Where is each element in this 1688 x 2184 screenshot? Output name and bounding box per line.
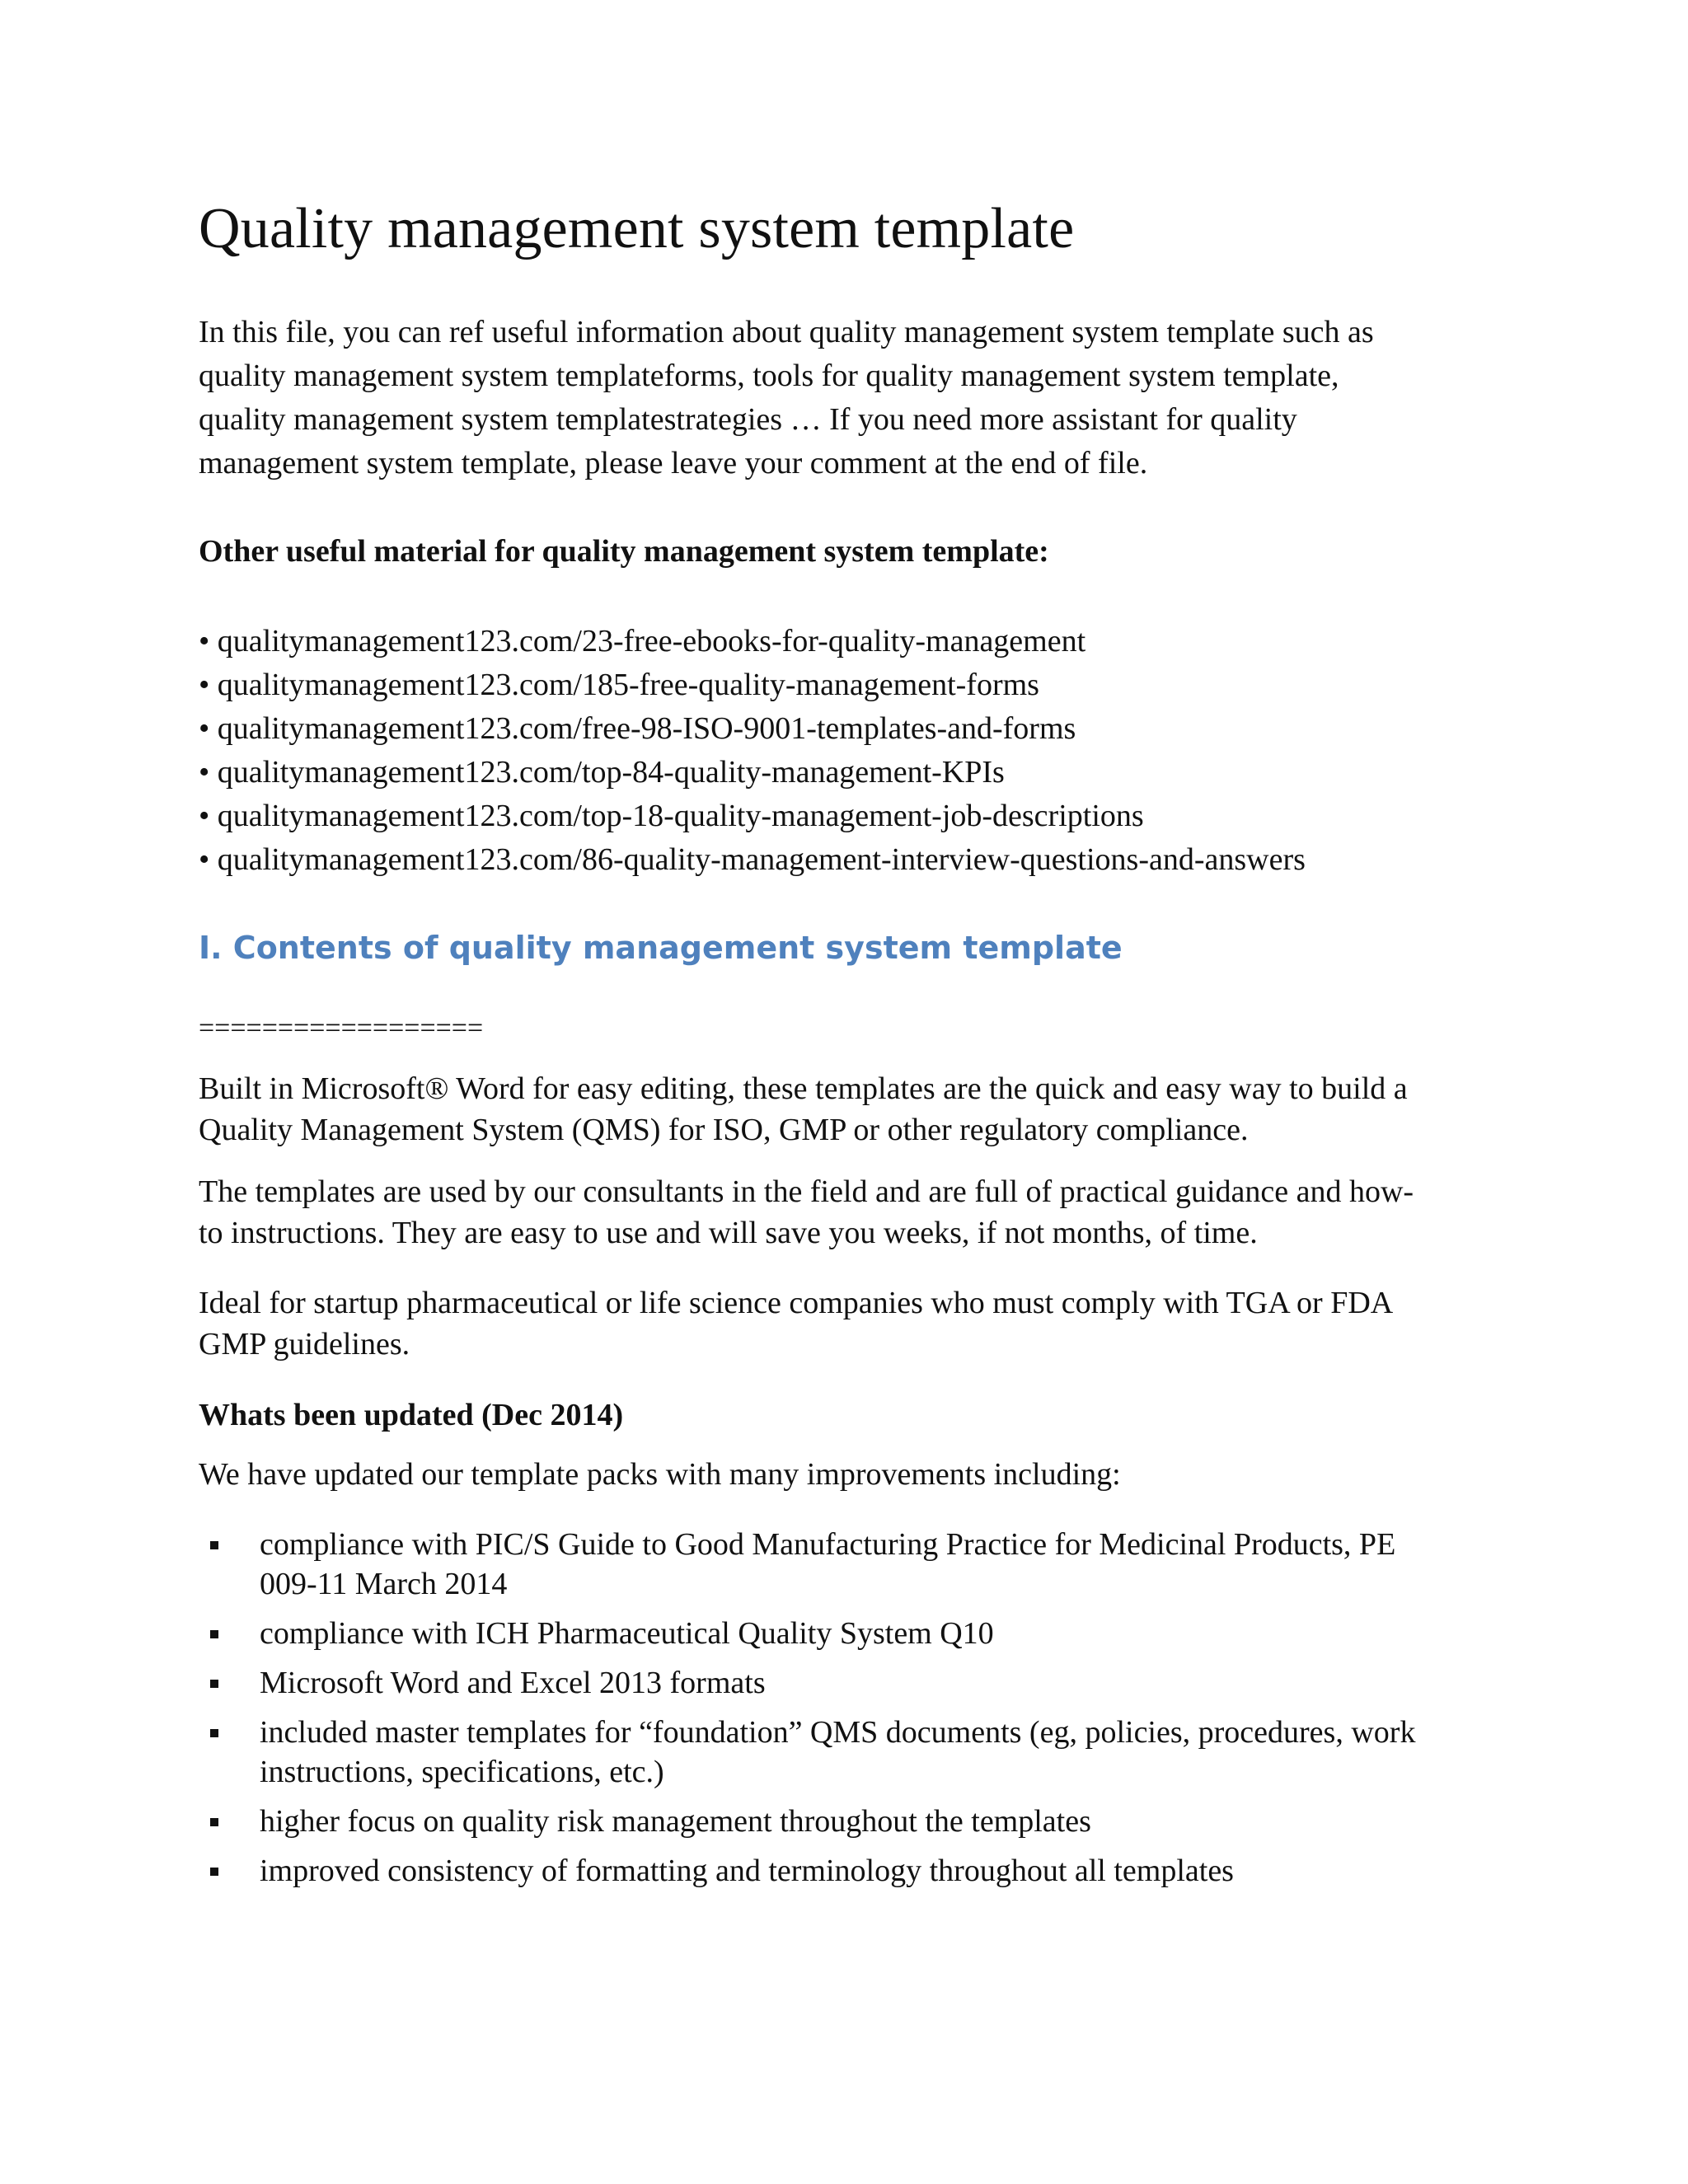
list-item	[199, 1713, 1415, 1792]
resource-link[interactable]: • qualitymanagement123.com/23-free-ebooks-for-quality-management	[199, 624, 1086, 658]
intro-line: quality management system templatestrategies … If you need more assistant for quality	[199, 402, 1297, 437]
square-bullet-icon	[210, 1630, 218, 1638]
paragraph-line: GMP guidelines.	[199, 1327, 410, 1361]
resource-link[interactable]: • qualitymanagement123.com/185-free-quality-management-forms	[199, 668, 1039, 702]
resource-link-list	[199, 620, 1306, 882]
square-bullet-icon	[210, 1868, 218, 1876]
list-item-line: Microsoft Word and Excel 2013 formats	[260, 1666, 766, 1700]
list-item	[199, 1614, 1415, 1653]
paragraph-built-in-word	[199, 1068, 1408, 1151]
square-bullet-icon	[210, 1729, 218, 1737]
list-item	[199, 1802, 1415, 1841]
improvements-list	[199, 1525, 1415, 1891]
intro-line: In this file, you can ref useful information about quality management system template such as	[199, 315, 1374, 349]
other-material-label: Other useful material for quality management system template:	[199, 534, 1049, 569]
paragraph-templates-used	[199, 1171, 1414, 1254]
list-item-line: higher focus on quality risk management throughout the templates	[260, 1804, 1091, 1839]
list-item	[199, 1851, 1415, 1891]
list-item-line: improved consistency of formatting and terminology throughout all templates	[260, 1854, 1234, 1888]
paragraph-line: Ideal for startup pharmaceutical or life science companies who must comply with TGA or FDA	[199, 1286, 1394, 1320]
intro-line: management system template, please leave your comment at the end of file.	[199, 446, 1148, 480]
updated-heading: Whats been updated (Dec 2014)	[199, 1398, 624, 1432]
resource-link[interactable]: • qualitymanagement123.com/top-18-quality-management-job-descriptions	[199, 799, 1144, 833]
square-bullet-icon	[210, 1541, 218, 1549]
paragraph-line: to instructions. They are easy to use and will save you weeks, if not months, of time.	[199, 1216, 1258, 1250]
page-title: Quality management system template	[199, 197, 1075, 260]
resource-link[interactable]: • qualitymanagement123.com/free-98-ISO-9001-templates-and-forms	[199, 711, 1076, 746]
intro-paragraph	[199, 311, 1374, 485]
paragraph-updated-intro: We have updated our template packs with many improvements including:	[199, 1457, 1121, 1492]
list-item	[199, 1525, 1415, 1604]
resource-link[interactable]: • qualitymanagement123.com/86-quality-management-interview-questions-and-answers	[199, 842, 1306, 877]
intro-line: quality management system templateforms, tools for quality management system template,	[199, 359, 1339, 393]
list-item-line: compliance with ICH Pharmaceutical Quality System Q10	[260, 1616, 994, 1651]
resource-link[interactable]: • qualitymanagement123.com/top-84-quality-management-KPIs	[199, 755, 1005, 790]
paragraph-line: Quality Management System (QMS) for ISO, GMP or other regulatory compliance.	[199, 1113, 1249, 1147]
paragraph-line: The templates are used by our consultants in the field and are full of practical guidance and how-	[199, 1174, 1414, 1209]
list-item-line: instructions, specifications, etc.)	[260, 1755, 664, 1789]
list-item-line: compliance with PIC/S Guide to Good Manufacturing Practice for Medicinal Products, PE	[260, 1527, 1396, 1562]
square-bullet-icon	[210, 1680, 218, 1688]
list-item-line: 009-11 March 2014	[260, 1567, 508, 1601]
paragraph-ideal-for	[199, 1282, 1393, 1365]
section-heading: I. Contents of quality management system template	[199, 930, 1123, 966]
list-item	[199, 1663, 1415, 1703]
separator-line: ==================	[199, 1013, 484, 1043]
paragraph-line: Built in Microsoft® Word for easy editing, these templates are the quick and easy way to build a	[199, 1071, 1408, 1106]
list-item-line: included master templates for “foundation” QMS documents (eg, policies, procedures, work	[260, 1715, 1416, 1750]
square-bullet-icon	[210, 1818, 218, 1826]
